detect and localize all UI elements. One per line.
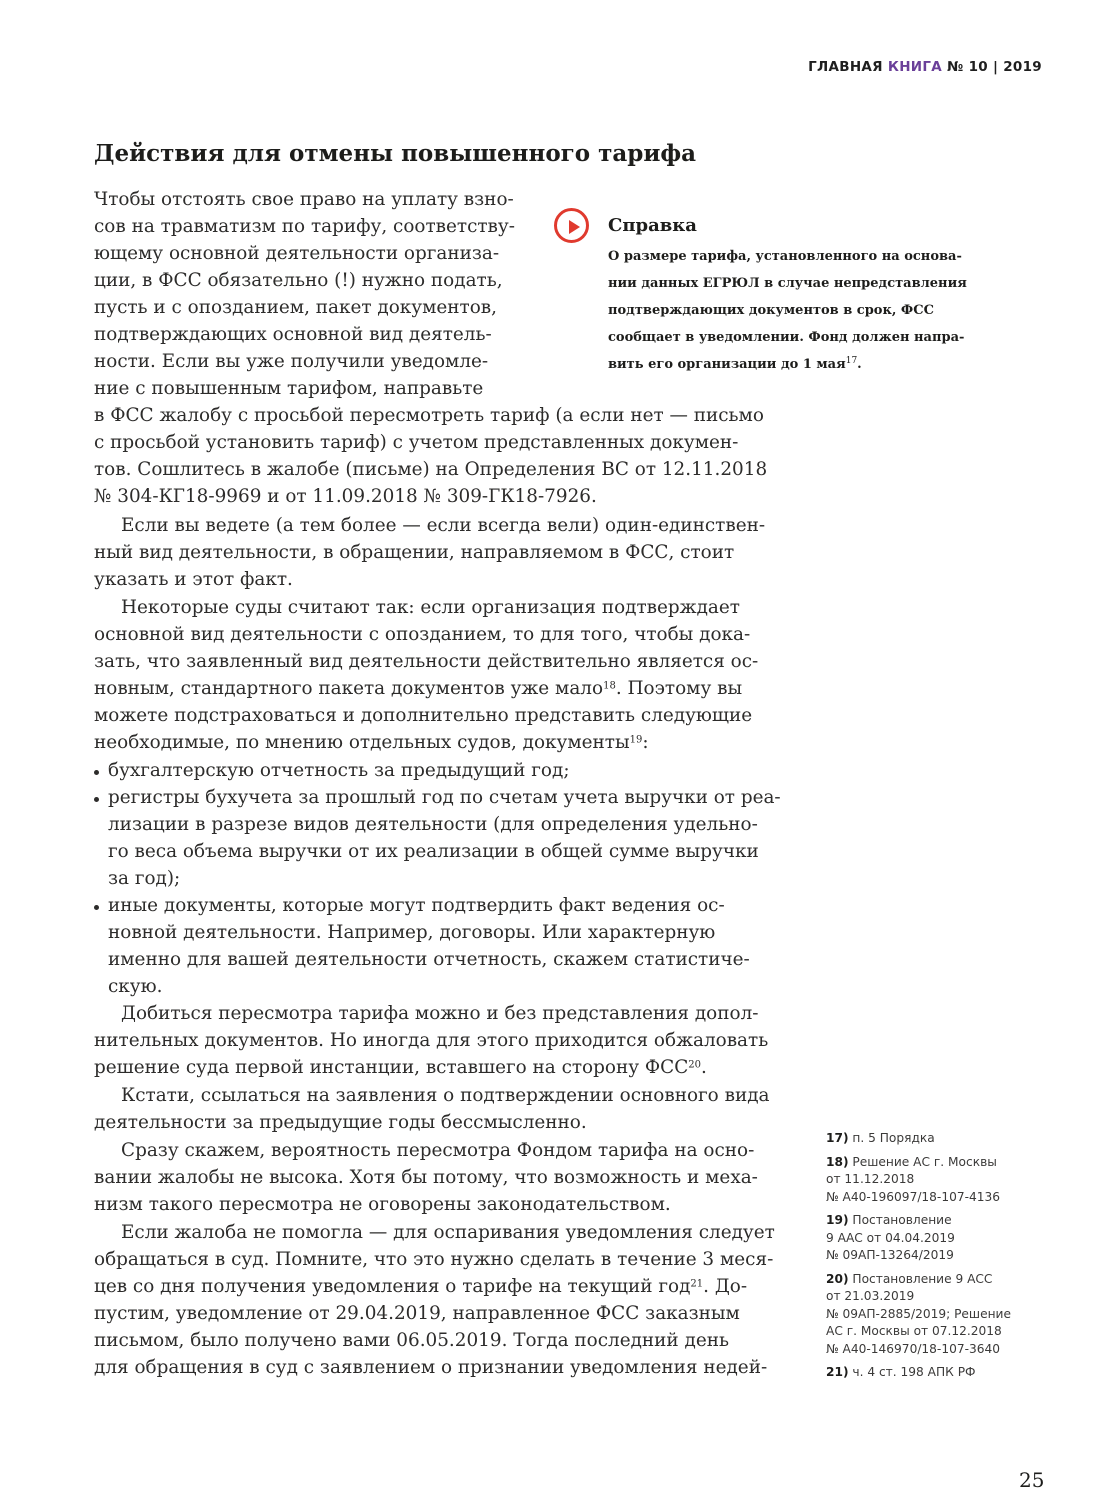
body-line: № 304-КГ18-9969 и от 11.09.2018 № 309-ГК18-7926. bbox=[94, 486, 597, 507]
list-item: иные документы, которые могут подтвердить факт ведения ос- bbox=[108, 895, 725, 916]
body-line: ции, в ФСС обязательно (!) нужно подать, bbox=[94, 270, 503, 291]
sidebar-line: нии данных ЕГРЮЛ в случае непредставления bbox=[608, 276, 967, 291]
footnote: 19) Постановление 9 ААС от 04.04.2019 № 09АП-13264/2019 bbox=[826, 1213, 955, 1262]
footnote: 18) Решение АС г. Москвы от 11.12.2018 № А40-196097/18-107-4136 bbox=[826, 1154, 1001, 1204]
list-item-line: го веса объема выручки от их реализации в общей сумме выручки bbox=[108, 841, 759, 862]
body-line: Добиться пересмотра тарифа можно и без представления допол- bbox=[121, 1003, 759, 1024]
body-line: Сразу скажем, вероятность пересмотра Фондом тарифа на осно- bbox=[121, 1140, 755, 1161]
list-item-line: скую. bbox=[108, 976, 163, 997]
body-line: Некоторые суды считают так: если организация подтверждает bbox=[121, 597, 740, 618]
brand-name: ГЛАВНАЯ bbox=[808, 59, 883, 75]
body-line: необходимые, по мнению отдельных судов, документы$^{19}$: bbox=[94, 732, 649, 753]
body-line: Чтобы отстоять свое право на уплату взно- bbox=[94, 189, 514, 210]
list-item-line: новной деятельности. Например, договоры. Или характерную bbox=[108, 922, 716, 943]
footnote-ref[interactable]: 20 bbox=[688, 1059, 702, 1071]
magazine-header bbox=[808, 59, 1042, 75]
list-item: регистры бухучета за прошлый год по счетам учета выручки от реа- bbox=[108, 787, 781, 808]
body-line: ющему основной деятельности организа- bbox=[94, 243, 500, 264]
body-line: обращаться в суд. Помните, что это нужно сделать в течение 3 меся- bbox=[94, 1249, 774, 1270]
issue-number: № 10 | 2019 bbox=[947, 59, 1042, 75]
footnote-ref[interactable]: 18 bbox=[603, 680, 616, 692]
article-title: Действия для отмены повышенного тарифа bbox=[94, 140, 697, 167]
body-line: низм такого пересмотра не оговорены законодательством. bbox=[94, 1194, 671, 1215]
body-line: основной вид деятельности с опозданием, то для того, чтобы дока- bbox=[94, 624, 751, 645]
list-item: бухгалтерскую отчетность за предыдущий год; bbox=[108, 760, 570, 781]
body-line: ние с повышенным тарифом, направьте bbox=[94, 378, 484, 399]
list-item-line: лизации в разрезе видов деятельности (для определения удельно- bbox=[108, 814, 758, 835]
bullet bbox=[94, 797, 99, 802]
body-line: вании жалобы не высока. Хотя бы потому, что возможность и меха- bbox=[94, 1167, 758, 1188]
body-line: деятельности за предыдущие годы бессмысленно. bbox=[94, 1112, 587, 1133]
list-item-line: за год); bbox=[108, 868, 181, 889]
footnotes bbox=[826, 1130, 1056, 1382]
body-line: с просьбой установить тариф) с учетом представленных докумен- bbox=[94, 432, 739, 453]
body-line: тов. Сошлитесь в жалобе (письме) на Определения ВС от 12.11.2018 bbox=[94, 459, 768, 480]
body-line: письмом, было получено вами 06.05.2019. Тогда последний день bbox=[94, 1330, 729, 1351]
body-line: в ФСС жалобу с просьбой пересмотреть тариф (а если нет — письмо bbox=[94, 405, 764, 426]
brand-name-accent: КНИГА bbox=[887, 59, 943, 75]
body-line: для обращения в суд с заявлением о признании уведомления недей- bbox=[94, 1357, 768, 1378]
list-item-line: именно для вашей деятельности отчетность, скажем статистиче- bbox=[108, 949, 750, 970]
body-line: сов на травматизм по тарифу, соответству- bbox=[94, 216, 515, 237]
body-line: можете подстраховаться и дополнительно представить следующие bbox=[94, 705, 753, 726]
body-line: решение суда первой инстанции, вставшего на сторону ФСС$^{20}$. bbox=[94, 1057, 707, 1078]
body-line: указать и этот факт. bbox=[94, 569, 293, 590]
body-line: новным, стандартного пакета документов уже мало$^{18}$. Поэтому вы bbox=[94, 678, 743, 699]
footnote-ref[interactable]: 19 bbox=[629, 734, 643, 746]
page-number: 25 bbox=[1019, 1468, 1045, 1492]
body-line: Если жалоба не помогла — для оспаривания уведомления следует bbox=[121, 1222, 775, 1243]
bullet bbox=[94, 770, 99, 775]
footnote-ref[interactable]: 21 bbox=[690, 1278, 704, 1290]
body-line: пустим, уведомление от 29.04.2019, направленное ФСС заказным bbox=[94, 1303, 740, 1324]
play-circle-icon bbox=[554, 208, 589, 243]
body-line: ный вид деятельности, в обращении, направляемом в ФСС, стоит bbox=[94, 542, 735, 563]
body-line: зать, что заявленный вид деятельности действительно является ос- bbox=[94, 651, 759, 672]
sidebar-line: подтверждающих документов в срок, ФСС bbox=[608, 303, 934, 318]
sidebar-title: Справка bbox=[608, 215, 697, 236]
body-line: подтверждающих основной вид деятель- bbox=[94, 324, 492, 345]
bullet bbox=[94, 905, 99, 910]
body-line: ности. Если вы уже получили уведомле- bbox=[94, 351, 489, 372]
footnote: 20) Постановление 9 АСС от 21.03.2019 № 09АП-2885/2019; Решение АС г. Москвы от 07.12.2018 № А40-146970/18-107-3640 bbox=[826, 1271, 1011, 1356]
sidebar-line: О размере тарифа, установленного на основа- bbox=[608, 249, 962, 264]
body-line: нительных документов. Но иногда для этого приходится обжаловать bbox=[94, 1030, 769, 1051]
body-line: цев со дня получения уведомления о тарифе на текущий год$^{21}$. До- bbox=[94, 1276, 748, 1297]
sidebar-line: сообщает в уведомлении. Фонд должен напра- bbox=[608, 330, 965, 345]
body-line: пусть и с опозданием, пакет документов, bbox=[94, 297, 497, 318]
body-line: Если вы ведете (а тем более — если всегда вели) один-единствен- bbox=[121, 515, 766, 536]
footnote-ref[interactable]: 17 bbox=[845, 356, 858, 367]
sidebar-line: вить его организации до 1 мая$^{17}$. bbox=[608, 356, 862, 372]
body-line: Кстати, ссылаться на заявления о подтверждении основного вида bbox=[121, 1085, 770, 1106]
footnote: 21) ч. 4 ст. 198 АПК РФ bbox=[826, 1365, 976, 1379]
footnote: 17) п. 5 Порядка bbox=[826, 1131, 935, 1145]
